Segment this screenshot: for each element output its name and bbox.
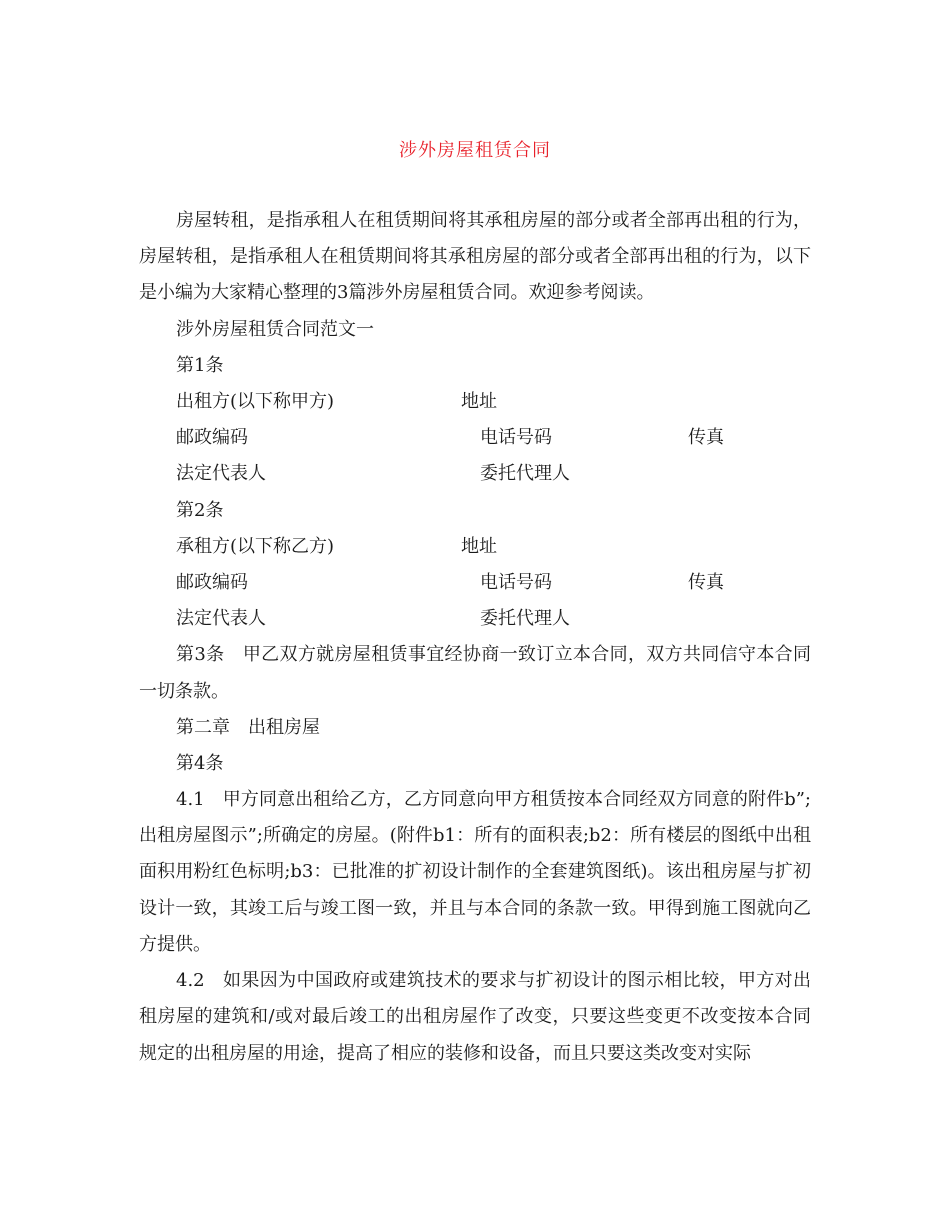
- lessor-rep-line: [139, 456, 811, 492]
- clause-4-2-text: 如果因为中国政府或建筑技术的要求与扩初设计的图示相比较，甲方对出租房屋的建筑和/或对最后竣工的出租房屋作了改变，只要这些变更不改变按本合同规定的出租房屋的用途，提高了相应的装修和设备，而且只要这类改变对实际: [139, 970, 811, 1064]
- lessee-phone-label: 电话号码: [480, 571, 552, 593]
- article-3-text: 甲乙双方就房屋租赁事宜经协商一致订立本合同，双方共同信守本合同一切条款。: [139, 644, 812, 702]
- chapter-2-label: 第二章: [176, 716, 230, 738]
- lessee-rep-line: [139, 601, 811, 637]
- lessor-fax-label: 传真: [688, 427, 724, 449]
- lessor-legal-rep-label: 法定代表人: [176, 463, 266, 485]
- lessee-contact-line: [139, 565, 811, 601]
- article-1-label: 第1条: [176, 354, 224, 376]
- clause-4-1-number: 4.1: [176, 789, 205, 811]
- lessor-line: [139, 384, 811, 420]
- lessee-legal-rep-label: 法定代表人: [176, 608, 266, 630]
- intro-paragraph: 房屋转租，是指承租人在租赁期间将其承租房屋的部分或者全部再出租的行为，房屋转租，是指承租人在租赁期间将其承租房屋的部分或者全部再出租的行为，以下是小编为大家精心整理的3篇涉外房屋租赁合同。欢迎参考阅读。: [139, 210, 811, 304]
- chapter-2-heading: [139, 710, 811, 746]
- chapter-2-title: 出租房屋: [248, 716, 320, 738]
- lessor-agent-label: 委托代理人: [480, 463, 570, 485]
- lessor-phone-label: 电话号码: [480, 427, 552, 449]
- lessor-postcode-label: 邮政编码: [176, 427, 248, 449]
- sample-heading: 涉外房屋租赁合同范文一: [176, 318, 374, 340]
- lessee-agent-label: 委托代理人: [480, 608, 570, 630]
- document-title: 涉外房屋租赁合同: [399, 140, 551, 161]
- lessee-postcode-label: 邮政编码: [176, 571, 248, 593]
- clause-4-1-text: 甲方同意出租给乙方，乙方同意向甲方租赁按本合同经双方同意的附件b”;出租房屋图示”;所确定的房屋。(附件b1：所有的面积表;b2：所有楼层的图纸中出租面积用粉红色标明;b3：已批准的扩初设计制作的全套建筑图纸)。该出租房屋与扩初设计一致，其竣工后与竣工图一致，并且与本合同的条款一致。甲得到施工图就向乙方提供。: [139, 789, 811, 955]
- article-4-label: 第4条: [176, 752, 224, 774]
- clause-4-1-paragraph: [139, 782, 811, 963]
- document-body: [139, 203, 811, 1072]
- lessor-contact-line: [139, 420, 811, 456]
- lessee-line: [139, 529, 811, 565]
- lessor-party: 出租方(以下称甲方): [176, 390, 335, 412]
- article-3-label: 第3条: [176, 644, 225, 666]
- lessor-address-label: 地址: [461, 390, 497, 412]
- clause-4-2-paragraph: [139, 963, 811, 1072]
- clause-4-2-number: 4.2: [176, 970, 205, 992]
- article-3-paragraph: [139, 637, 811, 709]
- article-2-label: 第2条: [176, 499, 224, 521]
- lessee-party: 承租方(以下称乙方): [176, 535, 335, 557]
- lessee-address-label: 地址: [461, 535, 497, 557]
- lessee-fax-label: 传真: [688, 571, 724, 593]
